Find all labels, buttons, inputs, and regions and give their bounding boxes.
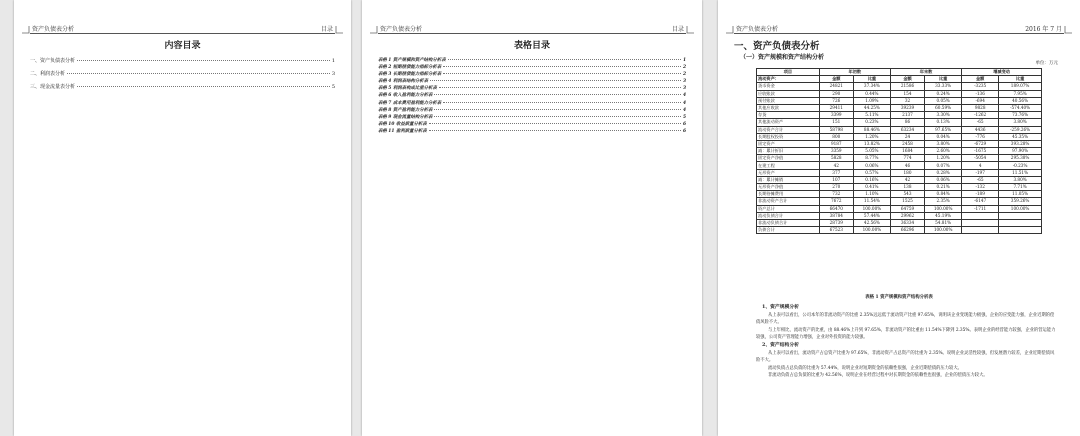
table-cell: 64759 (890, 205, 924, 212)
table-cell: 减：累计摊销 (757, 176, 820, 183)
table-cell (999, 227, 1042, 234)
table-cell: 60.59% (925, 104, 962, 111)
table-cell: 37.34% (853, 83, 890, 90)
table-cell: 0.21% (925, 184, 962, 191)
table-cell: 290 (819, 90, 853, 97)
table-cell: -1711 (962, 205, 999, 212)
table-cell: 726 (819, 97, 853, 104)
table-row (757, 97, 1042, 104)
corner-mark (22, 26, 30, 34)
table-cell (999, 212, 1042, 219)
table-list-entry[interactable]: 表格 3 长期偿债能力指标分析表 2 (378, 72, 686, 78)
table-cell: 资产总计 (757, 205, 820, 212)
table-list-entry[interactable]: 表格 6 收入盈利能力分析表 4 (378, 93, 686, 99)
table-cell: 2.35% (925, 198, 962, 205)
table-cell: 377 (819, 169, 853, 176)
table-cell: 无形资产净值 (757, 184, 820, 191)
corner-mark (1064, 26, 1072, 34)
table-row (757, 191, 1042, 198)
table-cell: 1.20% (925, 155, 962, 162)
table-cell: 非流动资产合计 (757, 198, 820, 205)
table-cell: 42.56% (853, 219, 890, 226)
table-cell: -259.26% (999, 126, 1042, 133)
table-caption: 表格 1 资产规模和资产结构分析表 (865, 295, 933, 300)
balance-structure-table (756, 68, 1042, 234)
table-cell: 2.60% (925, 148, 962, 155)
table-cell: 40.56% (999, 97, 1042, 104)
table-cell: 57.44% (853, 212, 890, 219)
table-cell: 88.46% (853, 126, 890, 133)
table-cell: 0.16% (853, 176, 890, 183)
table-cell: -189 (962, 191, 999, 198)
table-row (757, 169, 1042, 176)
table-cell: 46 (890, 162, 924, 169)
table-cell: 7672 (819, 198, 853, 205)
table-row (757, 148, 1042, 155)
table-cell: 54.81% (925, 219, 962, 226)
header-left: 资产负债表分析 (736, 26, 779, 33)
subheading: 2、资产结构分析 (762, 341, 799, 348)
table-cell: 固定资产 (757, 140, 820, 147)
table-header-cell: 金额 (819, 76, 853, 83)
table-cell: 3.80% (999, 119, 1042, 126)
table-cell: -574.40% (999, 104, 1042, 111)
header-right: 2016 年 7 月 (1025, 26, 1062, 33)
corner-mark (726, 26, 734, 34)
header-rule (734, 33, 1064, 34)
table-cell: 393.28% (999, 140, 1042, 147)
table-cell: 45.35% (999, 133, 1042, 140)
toc-entry[interactable]: 二、利润表分析 3 (30, 71, 335, 77)
table-cell: 负债合计 (757, 227, 820, 234)
table-row (757, 104, 1042, 111)
table-row (757, 176, 1042, 183)
table-row (757, 155, 1042, 162)
table-cell: 44.25% (853, 104, 890, 111)
table-cell: 36334 (890, 219, 924, 226)
corner-mark (370, 26, 378, 34)
table-cell: -694 (962, 97, 999, 104)
table-cell: 0.44% (853, 90, 890, 97)
table-cell: 0.06% (853, 162, 890, 169)
table-cell: -65 (962, 176, 999, 183)
table-cell: -3235 (962, 83, 999, 90)
table-row (757, 219, 1042, 226)
table-list-entry[interactable]: 表格 1 资产规模和资产结构分析表 1 (378, 58, 686, 63)
table-header-cell: 比重 (853, 76, 890, 83)
table-cell: -132 (962, 184, 999, 191)
table-cell: -197 (962, 169, 999, 176)
table-cell: 3.30% (925, 112, 962, 119)
table-cell: 38784 (819, 212, 853, 219)
table-cell: 7.71% (999, 184, 1042, 191)
table-cell: 5828 (819, 155, 853, 162)
paragraph: 流动负债占总负债的比重为 57.44%，说明企业对短期资金的依赖性很强，企业近期偿债的压力较大。 (768, 365, 962, 371)
table-cell: 11.05% (999, 191, 1042, 198)
table-cell: 1.10% (853, 191, 890, 198)
table-list-entry[interactable]: 表格 8 资产盈利能力分析表 4 (378, 107, 686, 113)
table-cell: -1262 (962, 112, 999, 119)
table-cell: -65 (962, 119, 999, 126)
table-cell: 0.24% (925, 90, 962, 97)
table-cell: 29962 (890, 212, 924, 219)
table-cell: 73.76% (999, 112, 1042, 119)
table-row (757, 119, 1042, 126)
table-cell: 42 (819, 162, 853, 169)
table-row (757, 90, 1042, 97)
table-cell (962, 219, 999, 226)
table-cell: 21586 (890, 83, 924, 90)
table-cell: 66470 (819, 205, 853, 212)
table-cell: 长期待摊费用 (757, 191, 820, 198)
table-cell: 长期股权投资 (757, 133, 820, 140)
table-row (757, 205, 1042, 212)
table-cell: -5054 (962, 155, 999, 162)
header-right: 目录 (320, 26, 333, 33)
table-cell: -6147 (962, 198, 999, 205)
table-header-cell: 流动资产： (757, 76, 820, 83)
table-cell: 189.07% (999, 83, 1042, 90)
table-cell: 4 (962, 162, 999, 169)
table-header-cell: 增减变动 (962, 69, 1042, 76)
table-cell: 0.07% (925, 162, 962, 169)
table-cell: 774 (890, 155, 924, 162)
table-cell: 732 (819, 191, 853, 198)
paragraph: 与上年相比，流动资产的比重，由 88.46%上升到 97.65%，非流动资产的比重由 11.54%下降到 2.35%。表明企业的经营能力较强，企业的营运能力较强，公司资产管理能力增强，企业对外投资的能力较强。 (756, 327, 1056, 341)
table-cell: 58798 (819, 126, 853, 133)
table-cell: 3359 (819, 148, 853, 155)
subsection-heading: （一）资产规模和资产结构分析 (740, 54, 825, 61)
table-cell: 0.05% (925, 97, 962, 104)
table-cell: 9187 (819, 140, 853, 147)
table-cell: 33.33% (925, 83, 962, 90)
table-cell: -136 (962, 90, 999, 97)
table-cell: 1.20% (853, 133, 890, 140)
table-cell: 97.65% (925, 126, 962, 133)
table-cell: 非流动负债合计 (757, 219, 820, 226)
table-cell: 3399 (819, 112, 853, 119)
table-list-entry[interactable]: 表格 5 利润表构成比重分析表 3 (378, 86, 686, 92)
table-cell: 180 (890, 169, 924, 176)
table-cell: -776 (962, 133, 999, 140)
table-list (378, 57, 686, 135)
table-list-entry[interactable]: 表格 7 成本费用盈利能力分析表 4 (378, 100, 686, 106)
table-cell: 1.09% (853, 97, 890, 104)
paragraph: 从上表可以看出，流动资产占总资产比重为 97.65%，非流动资产占总资产的比重为 2.35%。说明企业灵活性较强，但发展潜力较差，企业近期偿债风险不大。 (756, 350, 1055, 364)
header-left: 资产负债表分析 (380, 26, 423, 33)
table-cell: 154 (890, 90, 924, 97)
table-cell: 在建工程 (757, 162, 820, 169)
table-cell: 0.23% (853, 119, 890, 126)
table-cell: -6729 (962, 140, 999, 147)
table-cell: 固定资产净值 (757, 155, 820, 162)
table-cell: 86 (890, 119, 924, 126)
table-cell: 11.54% (853, 198, 890, 205)
unit-note: 单位：万元 (1035, 61, 1058, 66)
table-cell: 流动资产合计 (757, 126, 820, 133)
corner-mark (335, 26, 343, 34)
table-cell: 24821 (819, 83, 853, 90)
header-rule (30, 33, 335, 34)
header-right: 目录 (671, 26, 684, 33)
table-list-entry[interactable]: 表格 10 收益质量分析表 6 (378, 121, 686, 127)
table-cell: 295.38% (999, 155, 1042, 162)
table-cell: 11.51% (999, 169, 1042, 176)
header-left: 资产负债表分析 (32, 26, 75, 33)
toc-entry[interactable]: 一、资产负债表分析 1 (30, 58, 335, 64)
table-cell: 107 (819, 176, 853, 183)
table-cell: 151 (819, 119, 853, 126)
table-list-entry[interactable]: 表格 11 盈利质量分析表 6 (378, 128, 686, 134)
contents-title: 内容目录 (164, 41, 201, 51)
table-cell: 97.90% (999, 148, 1042, 155)
section-heading: 一、资产负债表分析 (734, 41, 820, 52)
table-header-row (757, 76, 1042, 83)
header-rule (378, 33, 686, 34)
table-cell: 0.06% (925, 176, 962, 183)
table-cell: 800 (819, 133, 853, 140)
table-cell: 28739 (819, 219, 853, 226)
table-cell: 0.28% (925, 169, 962, 176)
table-cell: 无形资产 (757, 169, 820, 176)
table-cell: 减：累计折旧 (757, 148, 820, 155)
paragraph: 从上表可以看出，公司本年的非流动资产的比重 2.35%远远低于流动资产比重 97.65%，说明该企业变现能力极强，企业的应变能力强，企业近期的偿债风险不大。 (756, 312, 1055, 326)
table-row (757, 162, 1042, 169)
analysis-text (756, 304, 1058, 380)
table-cell: 0.04% (925, 133, 962, 140)
table-cell: 24 (890, 133, 924, 140)
table-cell: -0.23% (999, 162, 1042, 169)
table-cell: 其他应收款 (757, 104, 820, 111)
page-contents (14, 0, 351, 436)
table-cell: 3.80% (999, 176, 1042, 183)
table-cell: 1684 (890, 148, 924, 155)
table-list-entry[interactable]: 表格 2 短期偿债能力指标分析表 2 (378, 65, 686, 71)
table-cell: 货币资金 (757, 83, 820, 90)
table-cell: 42 (890, 176, 924, 183)
page-balance-sheet-analysis (718, 0, 1080, 436)
corner-mark (686, 26, 694, 34)
table-header-cell: 比重 (925, 76, 962, 83)
table-cell: 543 (890, 191, 924, 198)
table-header-cell: 年初数 (819, 69, 890, 76)
table-cell: 9828 (962, 104, 999, 111)
table-row (757, 198, 1042, 205)
table-cell: 5.11% (853, 112, 890, 119)
table-cell: 359.26% (999, 198, 1042, 205)
table-cell: 其他流动资产 (757, 119, 820, 126)
table-cell: 7.95% (999, 90, 1042, 97)
table-cell: 0.57% (853, 169, 890, 176)
table-cell: 63234 (890, 126, 924, 133)
table-header-cell: 金额 (890, 76, 924, 83)
table-cell: 66296 (890, 227, 924, 234)
table-cell: 13.82% (853, 140, 890, 147)
table-cell: 100.00% (999, 205, 1042, 212)
table-cell: 3.80% (925, 140, 962, 147)
page-table-list (362, 0, 702, 436)
table-cell: 应收账款 (757, 90, 820, 97)
table-cell: 100.00% (853, 205, 890, 212)
table-cell: 2137 (890, 112, 924, 119)
table-row (757, 227, 1042, 234)
table-cell: 2458 (890, 140, 924, 147)
table-list-title: 表格目录 (513, 41, 550, 51)
table-cell: 100.00% (853, 227, 890, 234)
table-cell: 138 (890, 184, 924, 191)
contents-list (30, 57, 335, 96)
table-cell: 270 (819, 184, 853, 191)
table-header-cell: 金额 (962, 76, 999, 83)
table-cell: 39239 (890, 104, 924, 111)
table-cell: 0.13% (925, 119, 962, 126)
table-row (757, 112, 1042, 119)
table-cell: 67523 (819, 227, 853, 234)
table-header-cell: 比重 (999, 76, 1042, 83)
table-row (757, 212, 1042, 219)
table-cell: 8.77% (853, 155, 890, 162)
table-cell: 预付账款 (757, 97, 820, 104)
table-cell: 5.05% (853, 148, 890, 155)
table-cell: 100.00% (925, 227, 962, 234)
table-row (757, 140, 1042, 147)
table-list-entry[interactable]: 表格 4 利润表结构分析表 3 (378, 79, 686, 85)
paragraph: 非流动负债占总负债的比重为 42.56%，说明企业在经营过程中对长期资金的依赖性也很强，企业的偿债压力较大。 (768, 373, 988, 379)
table-cell (962, 227, 999, 234)
table-cell (999, 219, 1042, 226)
table-cell: 45.19% (925, 212, 962, 219)
table-cell: 0.84% (925, 191, 962, 198)
table-cell: 0.41% (853, 184, 890, 191)
table-cell (962, 212, 999, 219)
table-cell: 1525 (890, 198, 924, 205)
table-cell: 4436 (962, 126, 999, 133)
table-header-cell: 项目 (757, 69, 820, 76)
table-cell: 流动负债合计 (757, 212, 820, 219)
table-row (757, 126, 1042, 133)
table-row (757, 133, 1042, 140)
table-cell: 100.00% (925, 205, 962, 212)
table-list-entry[interactable]: 表格 9 现金流量结构分析表 5 (378, 114, 686, 120)
toc-entry[interactable]: 三、现金流量表分析 5 (30, 84, 335, 90)
table-cell: 29411 (819, 104, 853, 111)
table-cell: 32 (890, 97, 924, 104)
table-header-row (757, 69, 1042, 76)
table-cell: -1675 (962, 148, 999, 155)
subheading: 1、资产规模分析 (762, 304, 799, 310)
table-row (757, 184, 1042, 191)
table-cell: 存货 (757, 112, 820, 119)
table-row (757, 83, 1042, 90)
table-header-cell: 年末数 (890, 69, 961, 76)
